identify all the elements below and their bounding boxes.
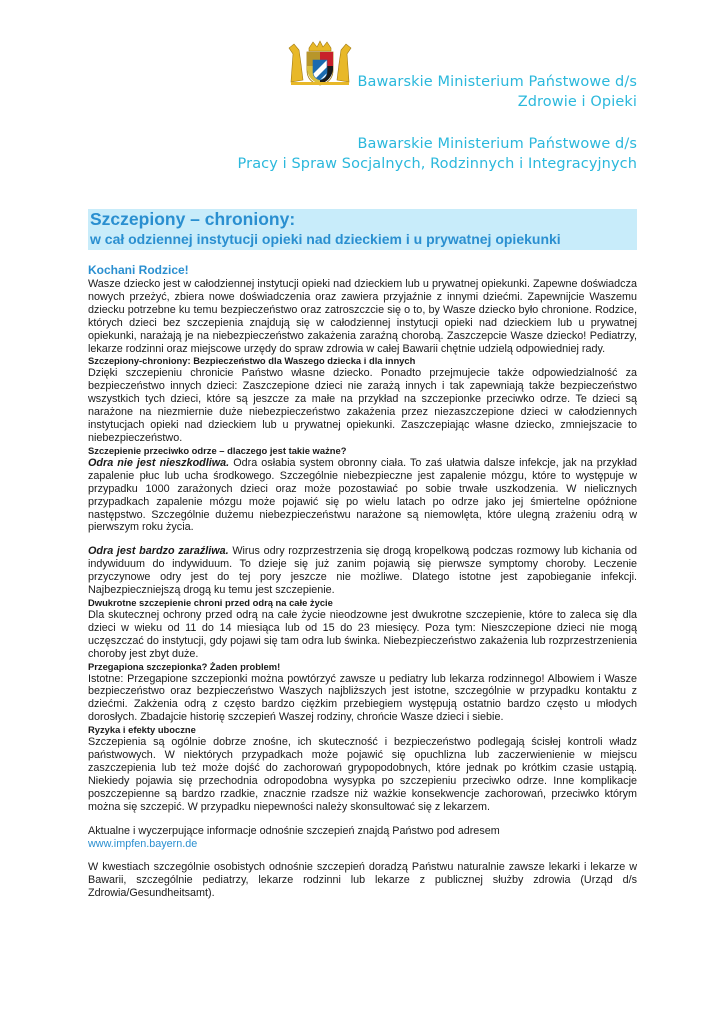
title-banner [88, 209, 637, 250]
section-heading: Dwukrotne szczepienie chroni przed odrą na całe życie [88, 596, 333, 608]
ministry-labour-name [238, 134, 637, 174]
greeting: Kochani Rodzice! [88, 263, 189, 277]
info-paragraph: Aktualne i wyczerpujące informacje odnośnie szczepień znajdą Państwo pod adresem [88, 824, 500, 837]
page-subtitle: w cał odziennej instytucji opieki nad dzieckiem i u prywatnej opiekunki [90, 231, 561, 247]
intro-paragraph: Wasze dziecko jest w całodziennej instytucji opieki nad dzieckiem lub u prywatnej opiekunki. Zapewne doświadcza nowych przeżyć, zbiera nowe doświadczenia oraz zawiera przyjaźnie z innymi dziećmi. Zapewnijcie Waszemu dziecku potrzebne ku temu bezpieczeństwo oraz zatroszczcie się o to, by Wasze dziecko było chronione. Rodzice, których dzieci bez szczepienia znajdują się w całodziennej instytucji opieki nad dzieckiem lub u prywatnej opiekunki, narażają je na niebezpieczeństwo zakażenia zaraźną chorobą. Zaszczepcie Wasze dziecko! Pediatrzy, lekarze rodzinni oraz miejscowe urzędy do spraw zdrowia w całej Bawarii chętnie udzielą odpowiedniej rady. [88, 278, 637, 355]
section-paragraph: Istotne: Przegapione szczepionki można powtórzyć zawsze u pediatry lub lekarza rodzinnego! Albowiem i Wasze bezpieczeństwo oraz bezpieczeństwo Waszych najbliższych jest istotne, szczególnie w przypadku kontaktu z dziećmi. Zakżenia odrą z często bardzo ciężkim przebiegiem występują ostatnio bardzo często u młodych dorosłych. Zbadajcie historię szczepień Waszej rodziny, chrońcie Wasze dzieci i siebie. [88, 672, 637, 724]
bavarian-coat-of-arms-icon [285, 40, 355, 86]
impfen-link[interactable]: www.impfen.bayern.de [88, 837, 198, 850]
section-heading: Szczepiony-chroniony: Bezpieczeństwo dla Waszego dziecka i dla innych [88, 355, 416, 367]
ministry-health-name [357, 72, 637, 112]
advice-paragraph: W kwestiach szczególnie osobistych odnośnie szczepień doradzą Państwu naturalnie zawsze lekarki i lekarze w Bawarii, szczególnie pediatrzy, lekarze rodzinni lub lekarze z publicznej służby zdrowia (Urząd d/s Zdrowia/Gesundheitsamt). [88, 861, 637, 900]
section-heading: Przegapiona szczepionka? Żaden problem! [88, 660, 281, 672]
document-body [88, 263, 637, 900]
ministry-health-line1: Bawarskie Ministerium Państwowe d/s [357, 74, 637, 90]
ministry-labour-line2: Pracy i Spraw Socjalnych, Rodzinnych i Integracyjnych [237, 156, 637, 172]
ministry-health-line2: Zdrowie i Opieki [517, 94, 637, 110]
section-paragraph [88, 545, 637, 597]
section-paragraph [88, 457, 637, 534]
section-paragraph: Dla skutecznej ochrony przed odrą na całe życie nieodzowne jest dwukrotne szczepienie, które to zaleca się dla dzieci w wieku od 11 do 14 miesiąca lub od 15 do 23 miesięcy. Poza tym: Nieszczepione dzieci nie mogą uczęszczać do instytucji, gdy pojawi się tam odra lub świnka. Niebezpieczeństwo zakażenia lub rozprzestrzenienia choroby jest zbyt duże. [88, 608, 637, 660]
paragraph-text: Wirus odry rozprzestrzenia się drogą kropelkową podczas rozmowy lub kichania od indywiduum do indywiduum. To dzieje się już zanim pojawią się pierwsze symptomy choroby. Leczenie przyczynowe odry jest do tej pory jeszcze nie możliwe. Dlatego istotne jest zapobieganie infekcji. Najbezpieczniejszą drogą ku temu jest szczepienie. [88, 545, 637, 597]
ministry-labour-line1: Bawarskie Ministerium Państwowe d/s [357, 136, 637, 152]
lead-phrase: Odra jest bardzo zaraźliwa. [88, 545, 229, 558]
section-heading: Ryzyka i efekty uboczne [88, 724, 196, 736]
lead-phrase: Odra nie jest nieszkodliwa. [88, 456, 230, 469]
page-title: Szczepiony – chroniony: [90, 209, 296, 229]
section-paragraph: Szczepienia są ogólnie dobrze znośne, ich skuteczność i bezpieczeństwo podlegają ścisłej kontroli władz państwowych. W niektórych przypadkach może pojawić się opuchlizna lub zaczerwienienie w miejscu zaszczepienia lub też może dojść do zachorowań grypopodobnych, które jednak po krótkim czasie ustąpią. Niekiedy pojawia się przechodnia odropodobna wysypka po szczepieniu przeciwko odrze. Inne komplikacje poszczepienne są bardzo rzadkie, znacznie rzadsze niż ważkie konsekwencje zachorowań, przeciwko którym można się szczepić. W przypadku niepewności należy skonsultować się z lekarzem. [88, 736, 637, 813]
section-heading: Szczepienie przeciwko odrze – dlaczego jest takie ważne? [88, 444, 347, 456]
section-paragraph: Dzięki szczepieniu chronicie Państwo własne dziecko. Ponadto przejmujecie także odpowiedzialność za bezpieczeństwo innych dzieci: Zaszczepione dzieci nie zarażą innych i tak zapewniają także bezpieczeństwo wszystkich tych dzieci, które są jeszcze za małe na przykład na szczepionke przeciwko odrze. Te dzieci są narażone na niezmiernie duże niebezpieczeństwo zakażenia przez niezaszczepione dzieci w całodziennych instytucjach opieki nad dzieckiem lub u prywatnej opiekunki. Zaszczepiając własne dziecko, zmniejszacie to niebezpieczeństwo. [88, 367, 637, 444]
paragraph-text: Odra osłabia system obronny ciała. To zaś ułatwia dalsze infekcje, jak na przykład zapalenie płuc lub ucha środkowego. Szczególnie niebezpieczne jest zapalenie mózgu, które to występuje w przypadku 1000 zarażonych dzieci oraz może pozostawiać po sobie trwałe uszkodzenia. W nielicznych przypadkach zapalenie mózgu może pojawić się po wielu latach po odrze jako jej śmiertelne opóźnione następstwo. Szczególnie dużemu niebezpieczeństwu narażone są niemowlęta, które ulegną zrażeniu odrą w pierwszym roku życia. [88, 456, 637, 534]
